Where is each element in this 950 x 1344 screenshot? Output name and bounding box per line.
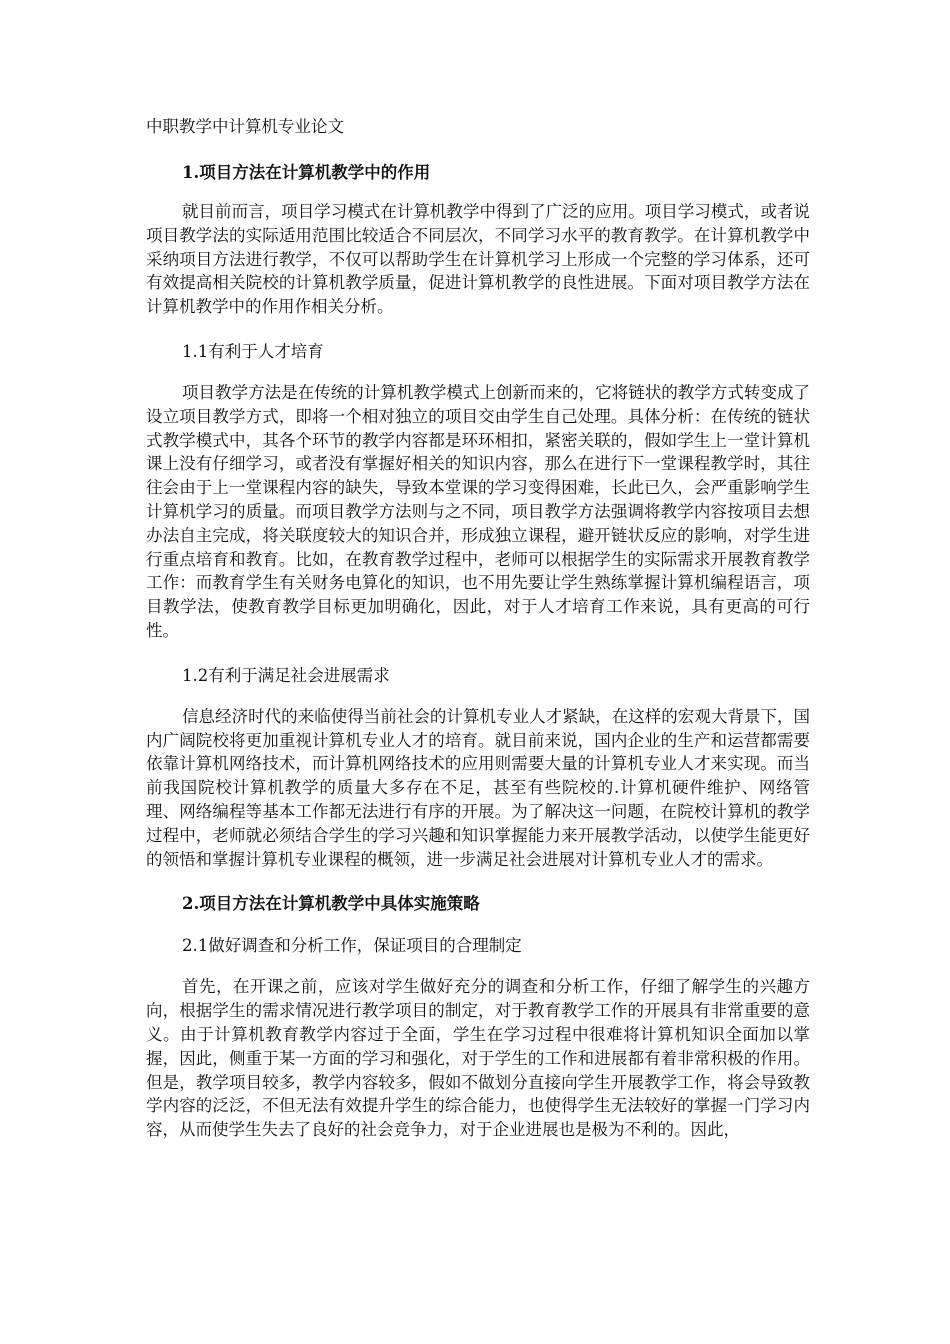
section-1-1-heading: 1.1有利于人才培育: [182, 341, 324, 361]
section-2-heading: 2.项目方法在计算机教学中具体实施策略: [182, 894, 480, 914]
section-1-2-paragraph: 信息经济时代的来临使得当前社会的计算机专业人才紧缺，在这样的宏观大背景下，国内广阔院校将更加重视计算机专业人才的培育。就目前来说，国内企业的生产和运营都需要依靠计算机网络技术，而计算机网络技术的应用则需要大量的计算机专业人才来实现。而当前我国院校计算机教学的质量大多存在不足，甚至有些院校的.计算机硬件维护、网络管理、网络编程等基本工作都无法进行有序的开展。为了解决这一问题，在院校计算机的教学过程中，老师就必须结合学生的学习兴趣和知识掌握能力来开展教学活动，以使学生能更好的领悟和掌握计算机专业课程的概领，进一步满足社会进展对计算机专业人才的需求。: [146, 706, 810, 869]
section-1-heading: 1.项目方法在计算机教学中的作用: [182, 163, 431, 182]
section-2-1-heading: 2.1做好调查和分析工作，保证项目的合理制定: [182, 936, 522, 956]
section-1-2-heading: 1.2有利于满足社会进展需求: [182, 665, 390, 685]
document-page: [146, 112, 810, 1160]
section-1-1-paragraph: 项目教学方法是在传统的计算机教学模式上创新而来的，它将链状的教学方式转变成了设立项目教学方式，即将一个相对独立的项目交由学生自己处理。具体分析：在传统的链状式教学模式中，其各个环节的教学内容都是环环相扣，紧密关联的，假如学生上一堂计算机课上没有仔细学习，或者没有掌握好相关的知识内容，那么在进行下一堂课程教学时，其往往会由于上一堂课程内容的缺失，导致本堂课的学习变得困难，长此已久，会严重影响学生计算机学习的质量。而项目教学方法则与之不同，项目教学方法强调将教学内容按项目去想办法自主完成，将关联度较大的知识合并，形成独立课程，避开链状反应的影响，对学生进行重点培育和教育。比如，在教育教学过程中，老师可以根据学生的实际需求开展教育教学工作：而教育学生有关财务电算化的知识，也不用先要让学生熟练掌握计算机编程语言，项目教学法，使教育教学目标更加明确化，因此，对于人才培育工作来说，具有更高的可行性。: [146, 382, 810, 640]
document-title: 中职教学中计算机专业论文: [146, 117, 344, 136]
section-2-1-paragraph: 首先，在开课之前，应该对学生做好充分的调查和分析工作，仔细了解学生的兴趣方向，根据学生的需求情况进行教学项目的制定，对于教育教学工作的开展具有非常重要的意义。由于计算机教育教学内容过于全面，学生在学习过程中很难将计算机知识全面加以掌握，因此，侧重于某一方面的学习和强化，对于学生的工作和进展都有着非常积极的作用。但是，教学项目较多，教学内容较多，假如不做划分直接向学生开展教学工作，将会导致教学内容的泛泛，不但无法有效提升学生的综合能力，也使得学生无法较好的掌握一门学习内容，从而使学生失去了良好的社会竞争力，对于企业进展也是极为不利的。因此，: [146, 977, 810, 1140]
section-1-intro-paragraph: 就目前而言，项目学习模式在计算机教学中得到了广泛的应用。项目学习模式，或者说项目教学法的实际适用范围比较适合不同层次，不同学习水平的教育教学。在计算机教学中采纳项目方法进行教学，不仅可以帮助学生在计算机学习上形成一个完整的学习体系，还可有效提高相关院校的计算机教学质量，促进计算机教学的良性进展。下面对项目教学方法在计算机教学中的作用作相关分析。: [146, 202, 810, 317]
